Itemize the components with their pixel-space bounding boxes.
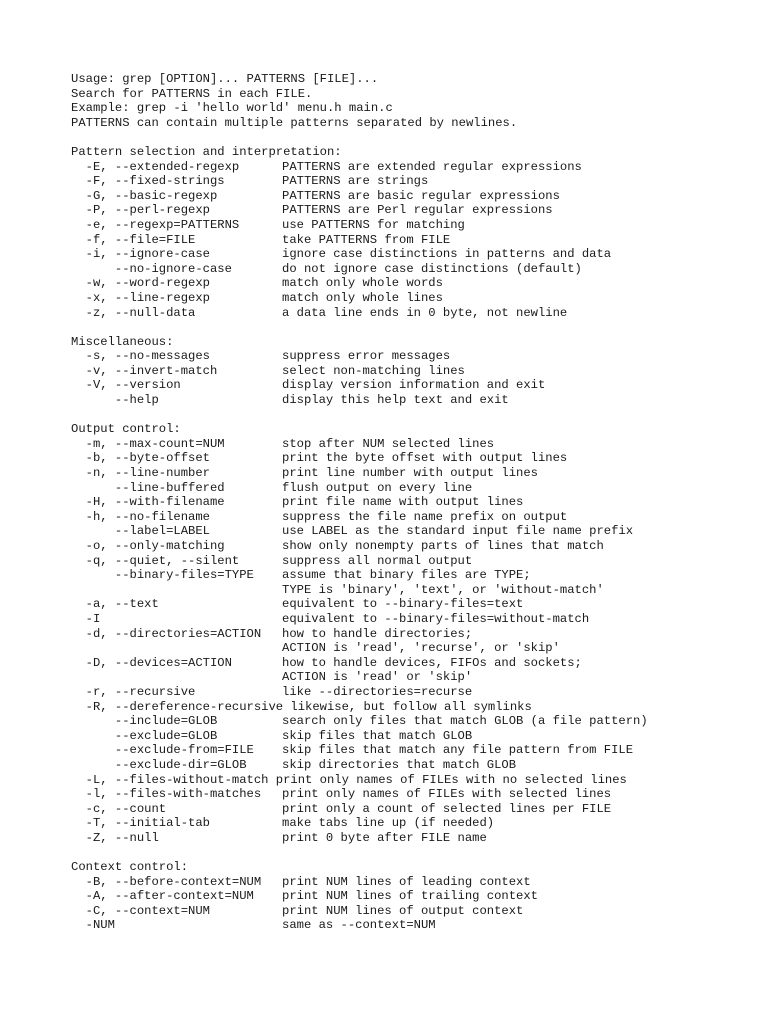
option-flag: -h, --no-filename: [71, 509, 210, 524]
option-flag: -B, --before-context=NUM: [71, 874, 262, 889]
option-description: a data line ends in 0 byte, not newline: [282, 305, 568, 320]
option-description: equivalent to --binary-files=text: [282, 597, 524, 612]
option-row: [71, 787, 761, 802]
option-flag: -NUM: [71, 918, 115, 933]
option-flag: -R, --dereference-recursive: [71, 699, 284, 714]
option-row: [71, 889, 761, 904]
option-description: use PATTERNS for matching: [282, 217, 465, 232]
option-row: [71, 597, 761, 612]
section-title: Pattern selection and interpretation:: [71, 144, 342, 159]
option-flag: -I: [71, 611, 101, 626]
option-description: suppress error messages: [282, 349, 451, 364]
section-title: Output control:: [71, 422, 181, 437]
option-flag: -Z, --null: [71, 830, 159, 845]
option-row: [71, 218, 761, 233]
option-description: skip files that match any file pattern from FILE: [282, 743, 634, 758]
option-flag: -r, --recursive: [71, 684, 196, 699]
option-row: [71, 918, 761, 933]
option-flag: --include=GLOB: [71, 714, 218, 729]
option-row: [71, 641, 761, 656]
option-description: TYPE is 'binary', 'text', or 'without-match': [282, 582, 604, 597]
summary-line: Search for PATTERNS in each FILE.: [71, 86, 313, 101]
spacer: [71, 130, 761, 145]
option-flag: -T, --initial-tab: [71, 816, 210, 831]
option-flag: -V, --version: [71, 378, 181, 393]
option-flag: --exclude-from=FILE: [71, 743, 254, 758]
option-row: [71, 714, 761, 729]
option-flag: -n, --line-number: [71, 466, 210, 481]
option-description: PATTERNS are extended regular expressions: [282, 159, 582, 174]
option-description: print 0 byte after FILE name: [282, 830, 487, 845]
help-document: [71, 72, 761, 933]
option-row: [71, 729, 761, 744]
option-description: ACTION is 'read', 'recurse', or 'skip': [282, 641, 560, 656]
option-flag: -z, --null-data: [71, 305, 196, 320]
patterns-note-line: PATTERNS can contain multiple patterns separated by newlines.: [71, 115, 518, 130]
option-flag: -b, --byte-offset: [71, 451, 210, 466]
option-sections: [71, 145, 761, 933]
option-flag: -c, --count: [71, 801, 167, 816]
option-description: take PATTERNS from FILE: [282, 232, 451, 247]
option-description: likewise, but follow all symlinks: [283, 699, 532, 714]
option-row: [71, 627, 761, 642]
option-row: [71, 247, 761, 262]
option-row: [71, 816, 761, 831]
option-row: [71, 160, 761, 175]
option-row: [71, 451, 761, 466]
option-description: like --directories=recurse: [282, 684, 473, 699]
option-description: assume that binary files are TYPE;: [282, 568, 531, 583]
option-row: [71, 758, 761, 773]
option-row: [71, 276, 761, 291]
option-flag: --binary-files=TYPE: [71, 568, 254, 583]
option-row: [71, 364, 761, 379]
option-row: [71, 203, 761, 218]
option-description: print line number with output lines: [282, 466, 538, 481]
option-flag: -l, --files-with-matches: [71, 787, 262, 802]
option-flag: -F, --fixed-strings: [71, 174, 225, 189]
option-flag: -e, --regexp=PATTERNS: [71, 217, 240, 232]
example-line: Example: grep -i 'hello world' menu.h main.c: [71, 101, 393, 116]
option-flag: -E, --extended-regexp: [71, 159, 240, 174]
spacer: [71, 408, 761, 423]
option-flag: -q, --quiet, --silent: [71, 553, 240, 568]
option-row: [71, 612, 761, 627]
option-description: match only whole words: [282, 276, 443, 291]
option-description: display this help text and exit: [282, 393, 509, 408]
option-description: skip files that match GLOB: [282, 728, 473, 743]
option-description: stop after NUM selected lines: [282, 436, 495, 451]
option-description: same as --context=NUM: [282, 918, 436, 933]
section: [71, 335, 761, 408]
option-row: [71, 875, 761, 890]
option-description: how to handle devices, FIFOs and sockets;: [282, 655, 582, 670]
option-row: [71, 189, 761, 204]
option-row: [71, 524, 761, 539]
option-row: [71, 510, 761, 525]
option-row: [71, 904, 761, 919]
option-description: print only names of FILEs with no selected lines: [268, 772, 627, 787]
option-row: [71, 743, 761, 758]
option-flag: -D, --devices=ACTION: [71, 655, 232, 670]
option-row: [71, 568, 761, 583]
option-description: show only nonempty parts of lines that match: [282, 539, 604, 553]
option-row: [71, 802, 761, 817]
section: [71, 860, 761, 933]
option-description: print only names of FILEs with selected lines: [282, 787, 612, 802]
section: [71, 422, 761, 845]
spacer: [71, 845, 761, 860]
option-flag: --exclude-dir=GLOB: [71, 757, 247, 772]
option-flag: -a, --text: [71, 597, 159, 612]
option-flag: -w, --word-regexp: [71, 276, 210, 291]
option-flag: --exclude=GLOB: [71, 728, 218, 743]
option-row: [71, 378, 761, 393]
option-flag: -H, --with-filename: [71, 495, 225, 510]
option-flag: -v, --invert-match: [71, 363, 218, 378]
option-row: [71, 349, 761, 364]
option-row: [71, 262, 761, 277]
option-row: [71, 466, 761, 481]
option-flag: -o, --only-matching: [71, 539, 225, 553]
option-row: [71, 831, 761, 846]
option-description: flush output on every line: [282, 480, 473, 495]
option-flag: -P, --perl-regexp: [71, 203, 210, 218]
option-description: PATTERNS are strings: [282, 174, 429, 189]
option-flag: --label=LABEL: [71, 524, 210, 539]
option-description: make tabs line up (if needed): [282, 816, 495, 831]
option-description: use LABEL as the standard input file name prefix: [282, 524, 634, 539]
option-row: [71, 656, 761, 671]
option-row: [71, 583, 761, 598]
option-description: PATTERNS are Perl regular expressions: [282, 203, 553, 218]
option-flag: -f, --file=FILE: [71, 232, 196, 247]
section: [71, 145, 761, 320]
option-row: [71, 554, 761, 569]
option-description: skip directories that match GLOB: [282, 757, 517, 772]
spacer: [71, 320, 761, 335]
option-row: [71, 174, 761, 189]
option-flag: -G, --basic-regexp: [71, 188, 218, 203]
option-description: suppress all normal output: [282, 553, 473, 568]
option-description: print NUM lines of output context: [282, 903, 524, 918]
option-flag: --help: [71, 393, 159, 408]
option-description: print NUM lines of leading context: [282, 874, 531, 889]
option-flag: --no-ignore-case: [71, 261, 232, 276]
option-row: [71, 393, 761, 408]
section-title: Context control:: [71, 860, 189, 875]
usage-header: [71, 72, 761, 130]
option-description: PATTERNS are basic regular expressions: [282, 188, 560, 203]
usage-line: Usage: grep [OPTION]... PATTERNS [FILE]...: [71, 72, 379, 86]
option-description: select non-matching lines: [282, 363, 465, 378]
option-row: [71, 773, 761, 788]
option-row: [71, 306, 761, 321]
option-description: do not ignore case distinctions (default): [282, 261, 582, 276]
option-flag: -L, --files-without-match: [71, 772, 269, 787]
option-description: ACTION is 'read' or 'skip': [282, 670, 473, 685]
option-description: ignore case distinctions in patterns and data: [282, 247, 612, 262]
option-flag: -m, --max-count=NUM: [71, 436, 225, 451]
option-row: [71, 437, 761, 452]
option-description: display version information and exit: [282, 378, 546, 393]
option-flag: -A, --after-context=NUM: [71, 889, 254, 904]
option-description: search only files that match GLOB (a file pattern): [282, 714, 648, 729]
option-flag: -i, --ignore-case: [71, 247, 210, 262]
option-description: print only a count of selected lines per FILE: [282, 801, 612, 816]
option-flag: -s, --no-messages: [71, 349, 210, 364]
option-description: match only whole lines: [282, 290, 443, 305]
option-flag: -x, --line-regexp: [71, 290, 210, 305]
option-row: [71, 685, 761, 700]
option-description: equivalent to --binary-files=without-match: [282, 611, 590, 626]
section-title: Miscellaneous:: [71, 334, 174, 349]
option-description: how to handle directories;: [282, 626, 473, 641]
option-description: suppress the file name prefix on output: [282, 509, 568, 524]
option-flag: -C, --context=NUM: [71, 903, 210, 918]
option-row: [71, 233, 761, 248]
option-description: print NUM lines of trailing context: [282, 889, 538, 904]
option-row: [71, 495, 761, 510]
option-flag: -d, --directories=ACTION: [71, 626, 262, 641]
option-row: [71, 539, 761, 554]
option-row: [71, 481, 761, 496]
option-row: [71, 291, 761, 306]
option-description: print the byte offset with output lines: [282, 451, 568, 466]
option-description: print file name with output lines: [282, 495, 524, 510]
option-row: [71, 670, 761, 685]
option-row: [71, 700, 761, 715]
option-flag: --line-buffered: [71, 480, 225, 495]
